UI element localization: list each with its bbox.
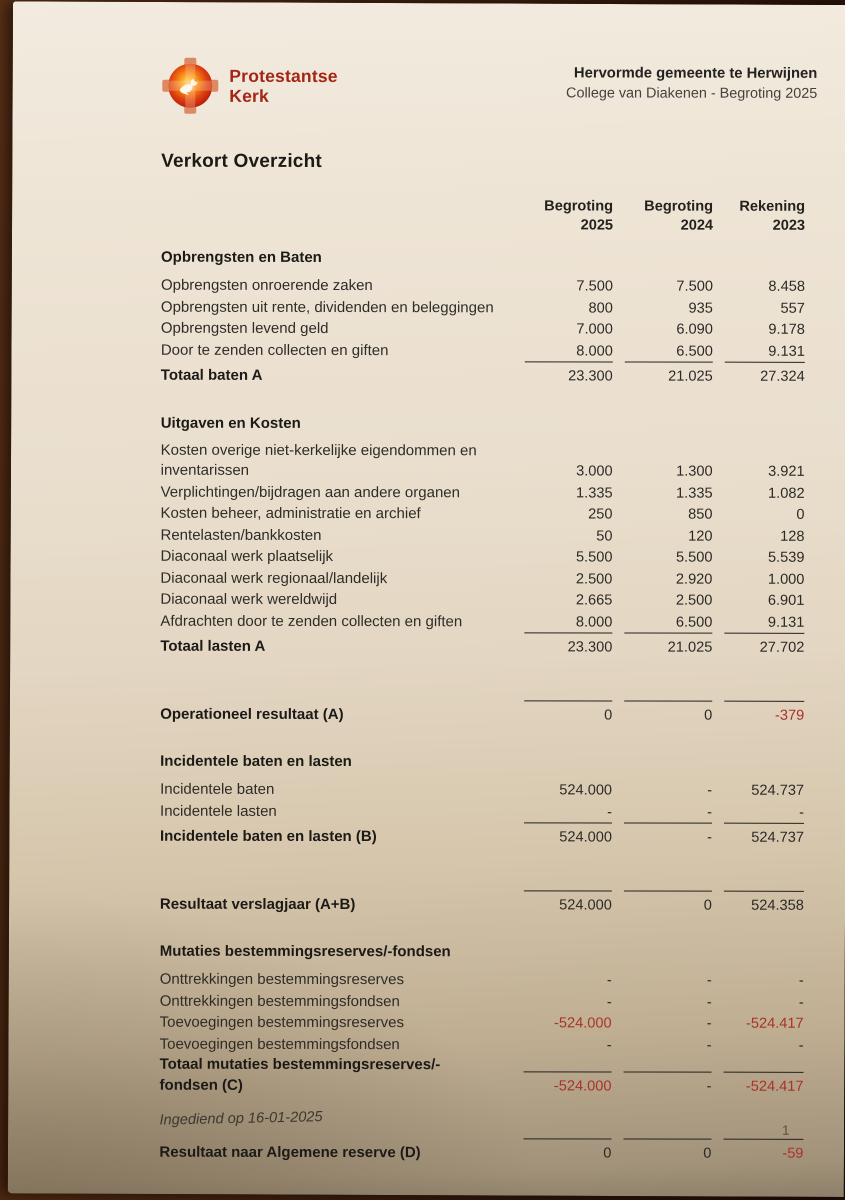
table-row [160,546,804,569]
cell-value: 2.500 [675,592,713,609]
cell-value: - [798,994,804,1011]
dove-cross-icon [161,57,219,115]
cell-value: 1.335 [676,485,713,502]
table-row [160,1033,804,1056]
cell-value: 2.500 [575,570,613,587]
cell-value: 5.500 [675,549,713,566]
cell-value: 50 [596,527,613,544]
cell-value: - [798,1037,804,1054]
cell-value: 23.300 [525,361,613,387]
row-label: Resultaat naar Algemene reserve (D) [159,1143,421,1162]
cell-value: - [606,1036,612,1053]
organization-subtitle: College van Diakenen - Begroting 2025 [566,85,818,102]
cell-value: 6.500 [675,614,713,631]
cell-value: 6.090 [676,321,713,338]
cell-value: 0 [523,1138,611,1164]
cell-value: - [707,804,713,821]
cell-value: 0 [623,1139,711,1165]
cell-value: -524.000 [524,1071,612,1097]
row-label: Opbrengsten onroerende zaken [160,276,373,295]
pkn-logo [161,57,338,115]
table-section [160,943,804,1097]
cell-value: - [706,1037,712,1054]
cell-value: 524.000 [524,822,612,848]
cell-value: - [606,972,612,989]
cell-value: 6.901 [767,592,805,609]
cell-value: 524.000 [524,890,612,916]
row-label: Resultaat verslagjaar (A+B) [159,895,356,913]
row-label: Totaal lasten A [160,637,266,655]
table-row [159,1138,803,1165]
row-label: Toevoegingen bestemmingsreserves [159,1013,404,1032]
page-number: 1 [781,1122,790,1138]
document-footer [159,1109,803,1138]
cell-value: 935 [688,300,713,317]
section-heading: Mutaties bestemmingsreserves/-fondsen [159,942,451,961]
cell-value: 8.000 [576,342,613,359]
organization-name: Hervormde gemeente te Herwijnen [573,65,818,82]
cell-value: 120 [688,528,713,545]
row-label: Toevoegingen bestemmingsfondsen [159,1035,400,1053]
cell-value: 1.300 [676,463,713,480]
row-label: Diaconaal werk regionaal/landelijk [160,569,388,587]
cell-value: -59 [723,1139,803,1165]
cell-value: - [607,803,613,820]
table-row [161,481,805,504]
section-heading: Uitgaven en Kosten [160,414,301,432]
section-heading: Opbrengsten en Baten [160,248,322,266]
cell-value: 7.500 [576,278,613,295]
cell-value: 1.082 [768,485,805,502]
cell-value: - [706,994,712,1011]
table-row [160,822,804,849]
cell-value: 5.539 [767,549,805,566]
cell-value: - [798,972,804,989]
row-label: Incidentele baten en lasten (B) [159,827,377,846]
table-row [160,589,804,612]
cell-value: - [706,1015,712,1032]
cell-value: 5.500 [575,549,613,566]
cell-value: -524.000 [554,1015,612,1032]
table-row [160,969,804,992]
cell-value: 524.737 [751,782,805,799]
cell-value: 0 [624,700,712,726]
dove-icon [178,77,203,97]
cell-value: - [624,1071,712,1097]
cell-value: 128 [780,528,805,545]
cell-value: -524.417 [724,1071,804,1097]
column-headers [161,197,805,236]
cell-value: 2.665 [575,592,613,609]
cell-value: 1.335 [576,484,613,501]
row-label: Opbrengsten levend geld [160,319,329,337]
organization-block [566,63,817,103]
table-row [160,524,804,547]
table-section [159,1138,803,1165]
cell-value: 0 [796,506,805,523]
column-header: Begroting 2024 [644,198,714,234]
cell-value: 8.458 [768,278,805,295]
table-section [160,753,804,849]
logo-line2: Kerk [229,85,270,106]
row-label: Diaconaal werk plaatselijk [160,547,334,566]
row-label: Diaconaal werk wereldwijd [160,590,338,609]
row-label: Verplichtingen/bijdragen aan andere organen [160,483,461,501]
table-row [161,361,805,388]
table-section [160,414,804,658]
table-row [161,275,805,298]
table-row [161,318,805,341]
cell-value: 0 [524,700,612,726]
row-label: Kosten beheer, administratie en archief [160,504,421,523]
section-heading: Incidentele baten en lasten [160,752,352,771]
row-label: Opbrengsten uit rente, dividenden en beleggingen [160,298,494,316]
column-header: Begroting 2025 [544,198,614,234]
cell-value: -379 [724,700,804,726]
row-label: Totaal mutaties bestemmingsreserves/-fondsen (C) [159,1055,441,1094]
cell-value: 524.737 [724,823,804,849]
cell-value: 2.920 [675,571,713,588]
table-row [160,567,804,590]
table-row [160,699,804,726]
row-label: Incidentele lasten [160,802,277,820]
row-label: Kosten overige niet-kerkelijke eigendommen en inventarissen [160,441,477,479]
table-row [160,800,804,823]
table-row [160,889,804,916]
row-label: Incidentele baten [160,780,275,798]
cell-value: 3.921 [768,463,805,480]
cell-value: 1.000 [767,571,805,588]
document-header [161,51,818,130]
cell-value: 9.131 [767,614,805,631]
logo-line1: Protestantse [229,65,338,87]
cell-value: 0 [624,890,712,916]
row-label: Onttrekkingen bestemmingsreserves [159,970,405,989]
row-label: Operationeel resultaat (A) [160,705,344,723]
cell-value: 23.300 [524,632,612,658]
table-section [161,249,805,388]
logo-wordmark [229,66,337,106]
cell-value: - [799,804,805,821]
table-row [160,779,804,802]
cell-value: 7.000 [576,321,613,338]
cell-value: 3.000 [576,463,613,480]
cell-value: 524.000 [559,782,613,799]
table-row [160,1055,804,1097]
cell-value: 9.178 [768,321,805,338]
cell-value: 21.025 [624,633,712,659]
cell-value: 557 [780,300,805,317]
cell-value: 800 [588,299,613,316]
row-label: Afdrachten door te zenden collecten en giften [160,612,463,630]
row-label: Door te zenden collecten en giften [160,341,389,359]
table-section [160,699,804,726]
cell-value: - [706,972,712,989]
document-content [9,2,845,1195]
cell-value: - [606,993,612,1010]
cell-value: - [707,782,713,799]
cell-value: 9.131 [768,343,805,360]
cell-value: 850 [688,506,713,523]
table-row [160,632,804,659]
cell-value: 21.025 [625,362,713,388]
cell-value: 27.702 [724,633,804,659]
cell-value: - [624,823,712,849]
financial-table [159,249,805,1165]
paper-sheet [8,1,845,1197]
table-row [161,440,805,482]
column-header: Rekening 2023 [739,198,806,234]
cell-value: 524.358 [724,890,804,916]
table-row [161,503,805,526]
page-title: Verkort Overzicht [161,150,322,172]
table-row [161,296,805,319]
table-row [160,1012,804,1035]
cell-value: -524.417 [746,1015,804,1032]
cell-value: 27.324 [725,362,805,388]
row-label: Onttrekkingen bestemmingsfondsen [159,992,400,1010]
table-row [160,610,804,633]
row-label: Totaal baten A [160,366,263,384]
table-row [161,339,805,362]
cell-value: 250 [588,506,613,523]
row-label: Rentelasten/bankkosten [160,526,322,544]
cell-value: 8.000 [575,613,613,630]
cell-value: 6.500 [676,343,713,360]
table-row [160,990,804,1013]
submitted-date: Ingediend op 16-01-2025 [159,1109,323,1129]
table-section [160,889,804,916]
cell-value: 7.500 [676,278,713,295]
